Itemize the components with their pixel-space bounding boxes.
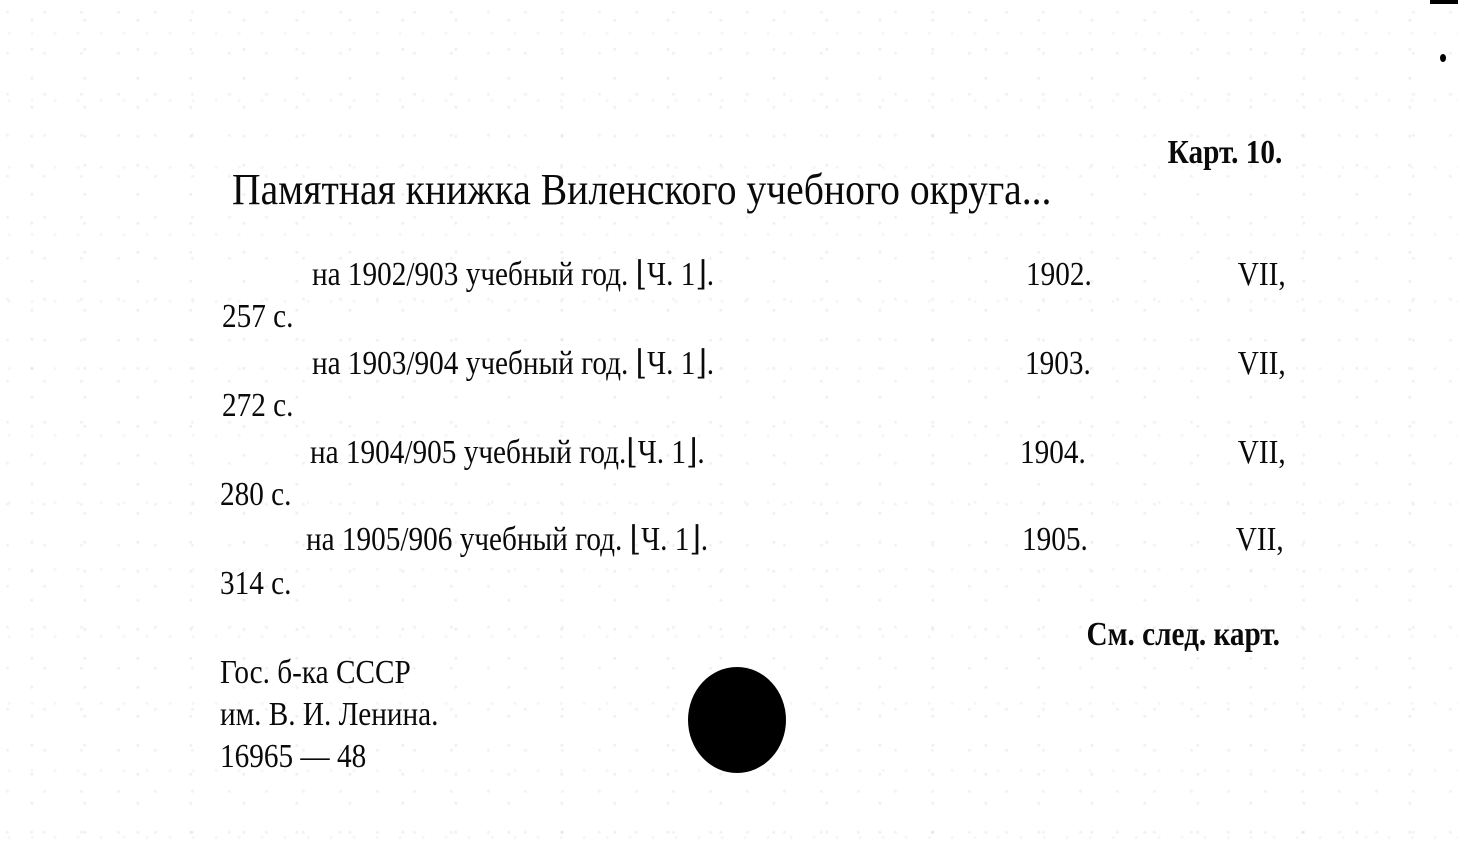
library-catalog-number: 16965 — 48 [220,738,367,775]
entry-year: 1904. [1020,434,1086,471]
entry-pages: 257 с. [222,298,294,335]
entry-pages: 314 с. [220,565,292,602]
entry-text: на 1902/903 учебный год. ⌊Ч. 1⌋. [312,256,715,293]
card-number: Карт. 10. [1167,134,1282,171]
entry-1904 [0,436,1458,526]
punch-hole [688,667,786,773]
entry-roman: VII, [1238,256,1286,293]
entry-year: 1902. [1026,256,1092,293]
library-stamp [220,652,580,778]
entry-pages: 280 с. [220,476,292,513]
entry-pages: 272 с. [222,387,294,424]
entry-1902 [0,258,1458,348]
see-next-card: См. след. карт. [1086,616,1280,653]
library-name: Гос. б-ка СССР [220,654,411,691]
entry-roman: VII, [1238,434,1286,471]
entry-year: 1905. [1022,521,1088,558]
entry-year: 1903. [1025,345,1091,382]
entry-1903 [0,347,1458,437]
entry-text: на 1905/906 учебный год. ⌊Ч. 1⌋. [306,521,709,558]
entry-text: на 1904/905 учебный год.⌊Ч. 1⌋. [310,434,705,471]
library-named-after: им. В. И. Ленина. [220,696,439,733]
corner-mark [1430,0,1458,4]
ink-dot [1440,54,1446,62]
card-title: Памятная книжка Виленского учебного округа... [232,165,1052,214]
entry-roman: VII, [1238,345,1286,382]
entry-roman: VII, [1236,521,1284,558]
entry-1905 [0,523,1458,613]
entry-text: на 1903/904 учебный год. ⌊Ч. 1⌋. [312,345,715,382]
